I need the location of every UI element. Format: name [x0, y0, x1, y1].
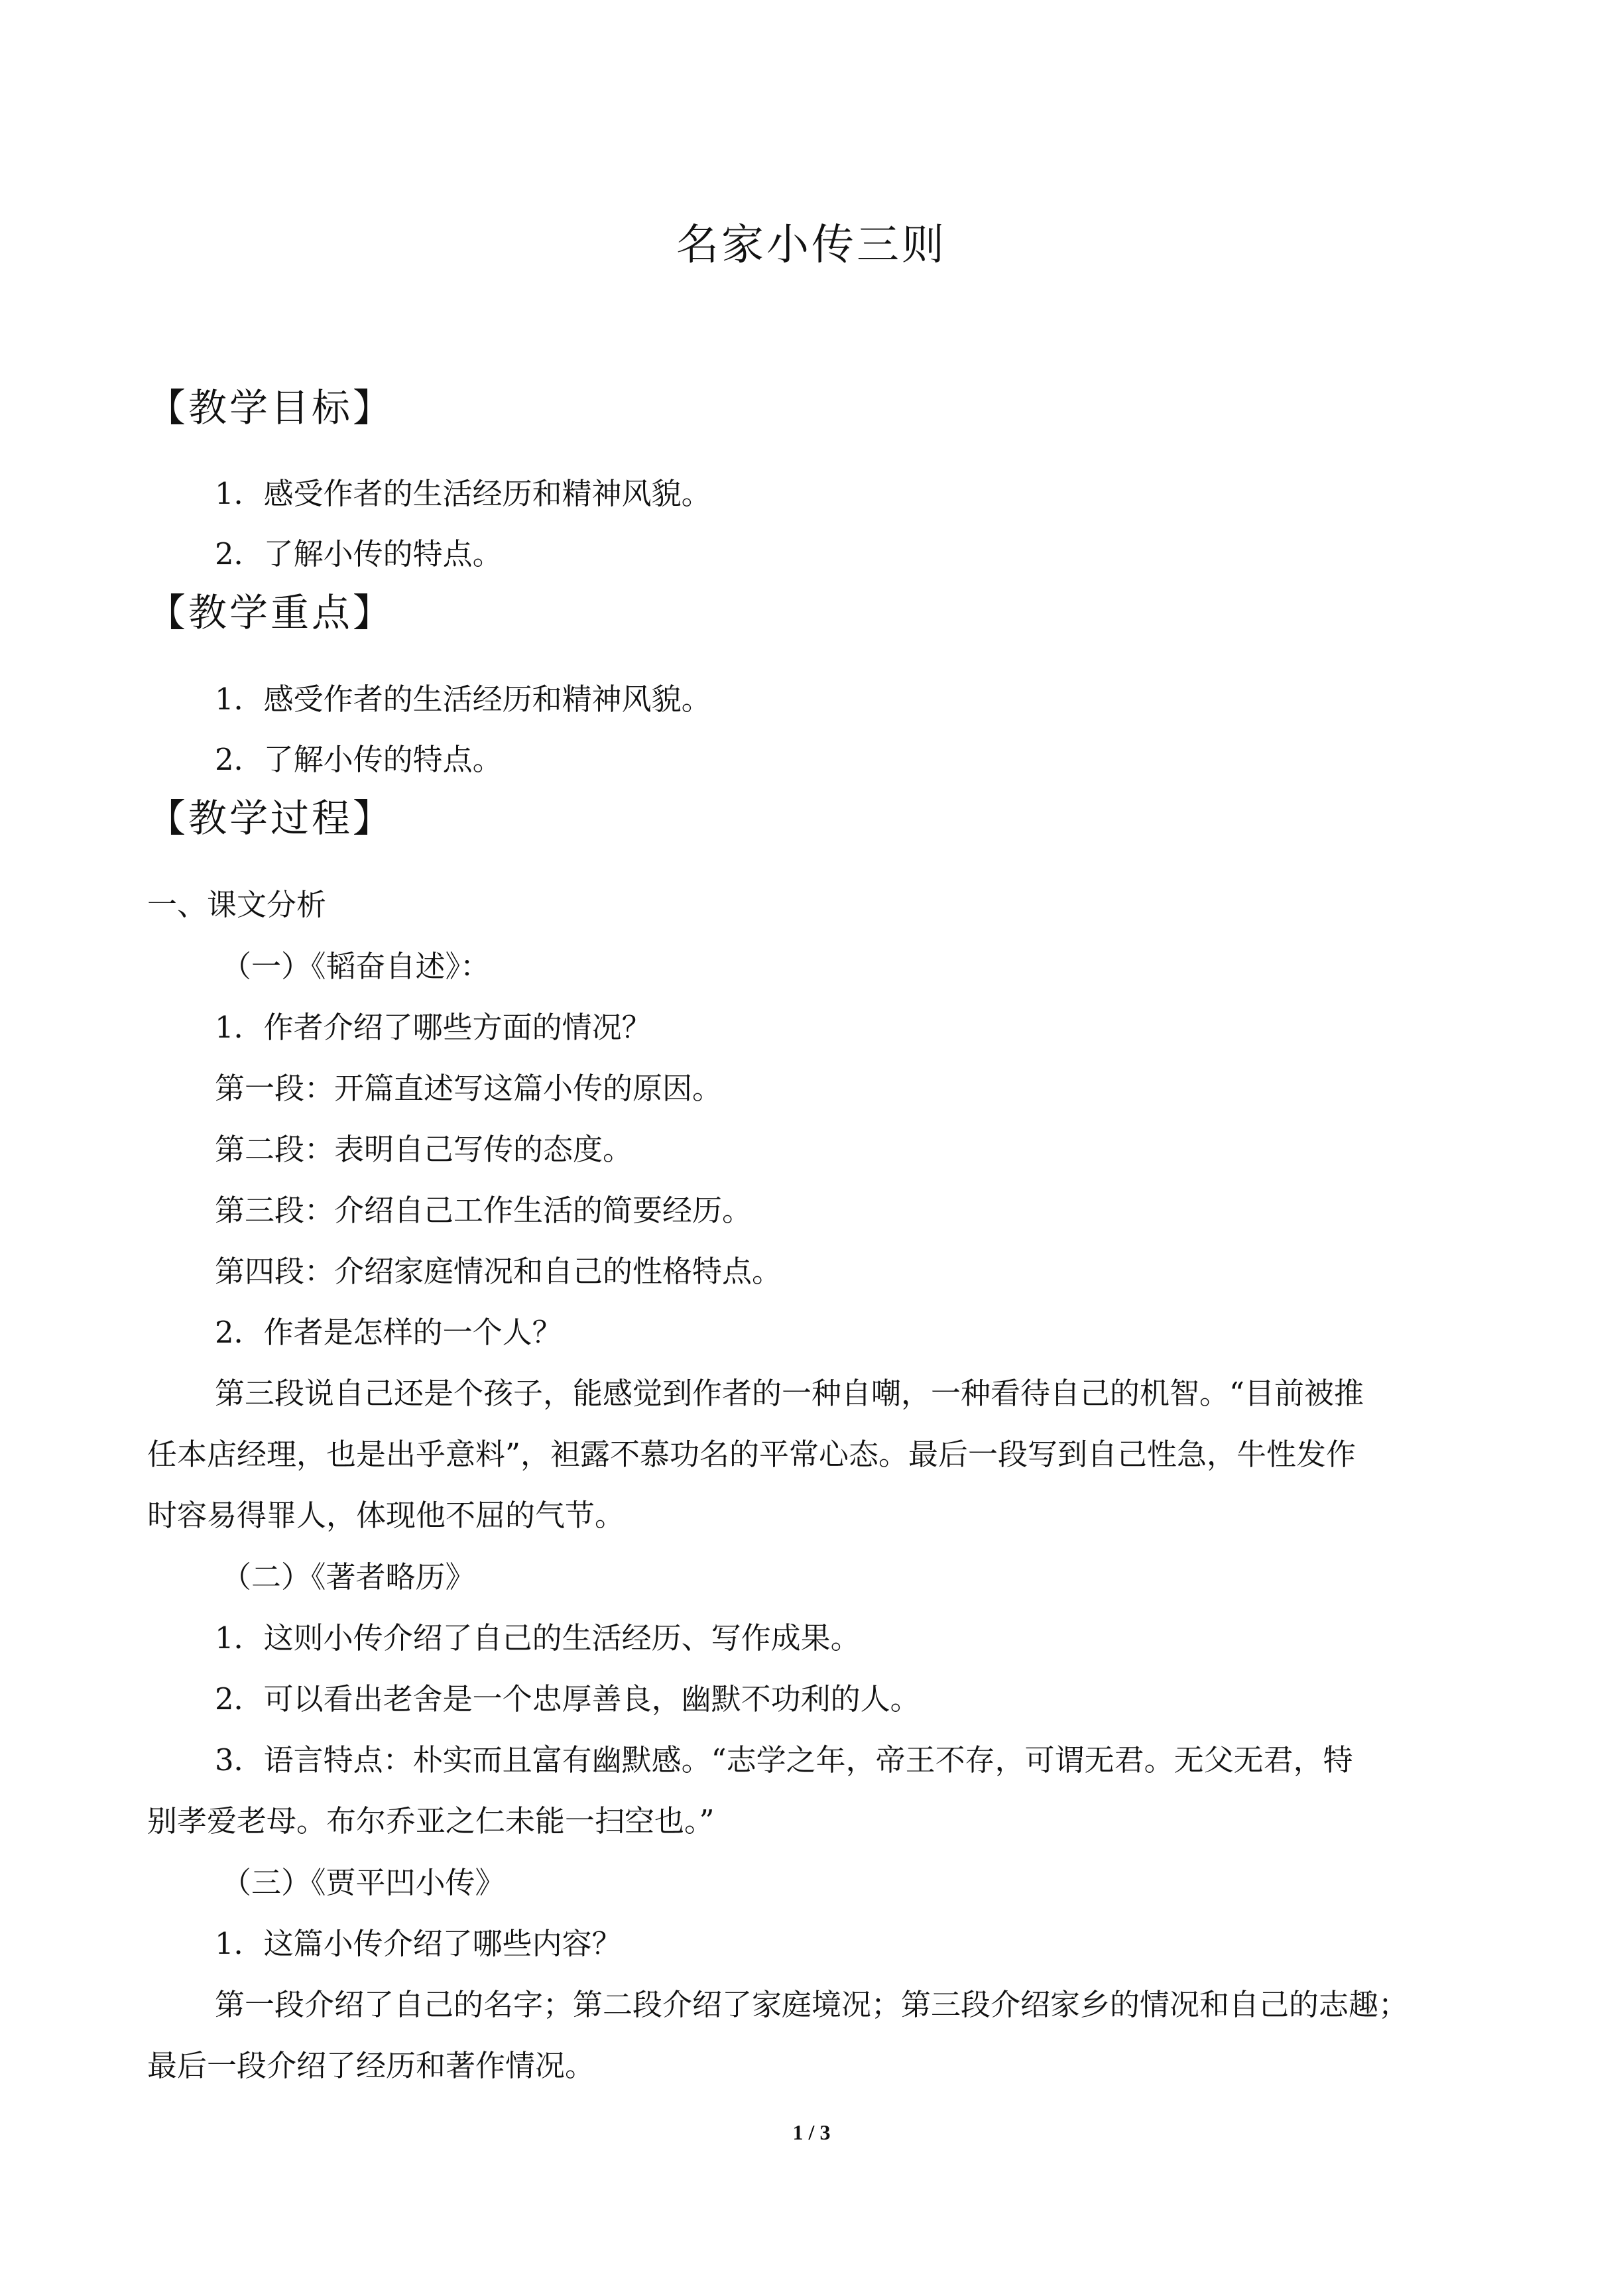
sub2-point-3-paragraph [147, 1730, 1477, 1852]
sub2-point-1: 1．这则小传介绍了自己的生活经历、写作成果。 [215, 1620, 861, 1656]
sub3-answer-paragraph [147, 1974, 1477, 2096]
sub3-question-1: 1．这篇小传介绍了哪些内容？ [215, 1926, 622, 1961]
sub1-para-1: 第一段：开篇直述写这篇小传的原因。 [215, 1071, 723, 1106]
sub1-answer-line-3: 时容易得罪人，体现他不屈的气节。 [147, 1498, 625, 1533]
sub1-question-1: 1．作者介绍了哪些方面的情况？ [215, 1010, 652, 1045]
sub1-para-4: 第四段：介绍家庭情况和自己的性格特点。 [215, 1254, 782, 1289]
sub2-point-3-line-1: 3．语言特点：朴实而且富有幽默感。“志学之年，帝王不存，可谓无君。无父无君，特 [215, 1742, 1353, 1778]
page-title: 名家小传三则 [676, 221, 947, 270]
key-points-item-1: 1．感受作者的生活经历和精神风貌。 [215, 682, 711, 717]
sub1-para-3: 第三段：介绍自己工作生活的简要经历。 [215, 1193, 752, 1228]
sub1-answer-paragraph [147, 1363, 1477, 1546]
sub3-answer-line-2: 最后一段介绍了经历和著作情况。 [147, 2048, 595, 2083]
sub3-title: （三）《贾平凹小传》 [221, 1865, 505, 1900]
sub1-answer-line-1: 第三段说自己还是个孩子，能感觉到作者的一种自嘲，一种看待自己的机智。“目前被推 [215, 1376, 1364, 1411]
sub2-point-3-line-2: 别孝爱老母。布尔乔亚之仁未能一扫空也。” [147, 1803, 715, 1839]
key-points-item-2: 2．了解小传的特点。 [215, 742, 503, 777]
page-number: 1 / 3 [792, 2120, 831, 2144]
process-heading: 【教学过程】 [147, 796, 394, 841]
sub1-question-2: 2．作者是怎样的一个人？ [215, 1315, 562, 1350]
goals-item-2: 2．了解小传的特点。 [215, 536, 503, 572]
sub1-para-2: 第二段：表明自己写传的态度。 [215, 1132, 633, 1167]
sub1-title: （一）《韬奋自述》： [221, 949, 491, 984]
part1-title: 一、课文分析 [147, 887, 327, 922]
sub2-title: （二）《著者略历》 [221, 1559, 475, 1595]
key-points-heading: 【教学重点】 [147, 590, 394, 635]
sub1-answer-line-2: 任本店经理，也是出乎意料”，袒露不慕功名的平常心态。最后一段写到自己性急，牛性发作 [147, 1437, 1356, 1472]
sub2-point-2: 2．可以看出老舍是一个忠厚善良，幽默不功利的人。 [215, 1681, 920, 1717]
goals-item-1: 1．感受作者的生活经历和精神风貌。 [215, 476, 711, 511]
sub3-answer-line-1: 第一段介绍了自己的名字；第二段介绍了家庭境况；第三段介绍家乡的情况和自己的志趣； [215, 1987, 1409, 2022]
goals-heading: 【教学目标】 [147, 385, 394, 430]
